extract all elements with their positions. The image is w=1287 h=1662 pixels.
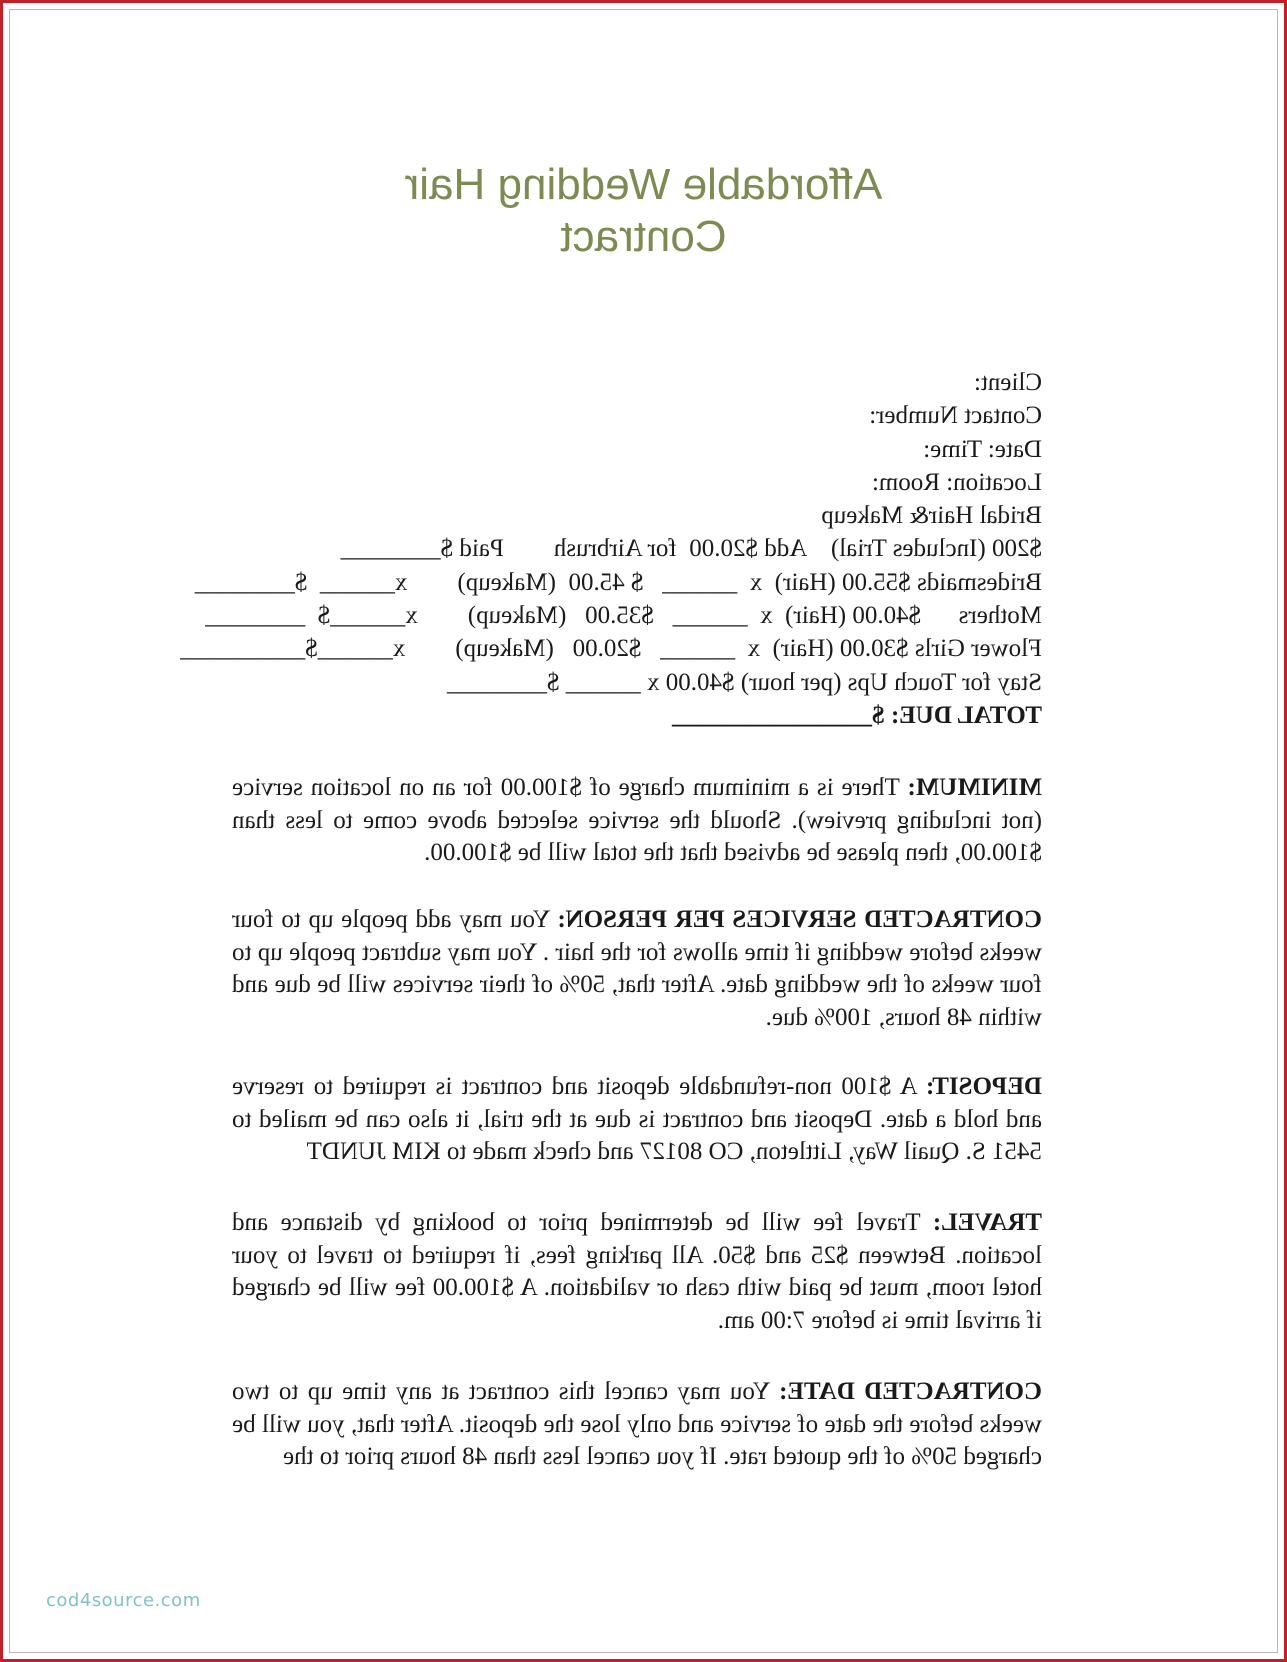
contracted-date-heading: CONTRACTED DATE: [778, 1378, 1042, 1405]
minimum-text: There is a minimum charge of $100.00 for an on location service (not including preview). Should the service selected above come to less than $100.00, then please be advised that the total will be $100.00. [232, 774, 1042, 867]
contracted-services-text: You may add people up to four weeks before wedding if time allows for the hair . You may subtract people up to four weeks of the wedding date. After that, 50% of their services will be due and within 48 hours, 100% due. [232, 906, 1042, 1031]
travel-text: Travel fee will be determined prior to booking by distance and location. Between $25 and $50. All parking fees, if required to travel to your hotel room, must be paid with cash or validation. A $100.00 fee will be charged if arrival time is before 7:00 am. [232, 1209, 1042, 1334]
contracted-date-text: You may cancel this contract at any time up to two weeks before the date of service and only lose the deposit. After that, you will be charged 50% of the quoted rate. If you cancel less than 48 hours prior to the [232, 1378, 1042, 1471]
contracted-services-paragraph [232, 904, 1042, 1034]
flower-girls-row: Flower Girls $30.00 (Hair) x ______ $20.00 (Makeup) x______$__________ [180, 635, 1042, 663]
bridesmaids-row: Bridesmaids $55.00 (Hair) x ______ $ 45.00 (Makeup) x______ $________ [194, 568, 1042, 596]
mothers-row: Mothers $40.00 (Hair) x ______ $35.00 (Makeup) x______$ ________ [205, 602, 1042, 630]
document-title-line-1: Affordable Wedding Hair [404, 160, 883, 209]
contracted-date-paragraph [232, 1376, 1042, 1474]
date-time-field: Date: Time: [923, 435, 1042, 463]
contact-number-field: Contact Number: [869, 402, 1042, 430]
minimum-paragraph [232, 772, 1042, 870]
bridal-hair-makeup-label: Bridal Hair& Makeup [821, 502, 1042, 530]
total-due-row: TOTAL DUE: $________________ [672, 701, 1042, 729]
contracted-services-heading: CONTRACTED SERVICES PER PERSON: [557, 906, 1042, 933]
deposit-heading: DEPOSIT: [925, 1073, 1042, 1100]
client-field: Client: [973, 369, 1042, 396]
touch-ups-row: Stay for Touch Ups (per hour) $40.00 x ______ $________ [447, 668, 1042, 696]
deposit-text: A $100 non-refundable deposit and contract is required to reserve and hold a date. Deposit and contract is due at the trial, it also can be mailed to 5451 S. Quail Way, Littleton, CO 80127 and check made to KIM JUNDT [232, 1073, 1042, 1166]
travel-heading: TRAVEL: [932, 1209, 1042, 1236]
bridal-price-row: $200 (Includes Trial) Add $20.00 for Airbrush Paid $________ [340, 535, 1042, 563]
minimum-heading: MINIMUM: [907, 774, 1042, 801]
watermark-text: cod4source.com [46, 1590, 201, 1611]
contract-header-fields [180, 366, 1042, 732]
location-room-field: Location: Room: [871, 468, 1042, 496]
travel-paragraph [232, 1207, 1042, 1337]
document-title-line-2: Contract [560, 212, 727, 261]
deposit-paragraph [232, 1071, 1042, 1169]
